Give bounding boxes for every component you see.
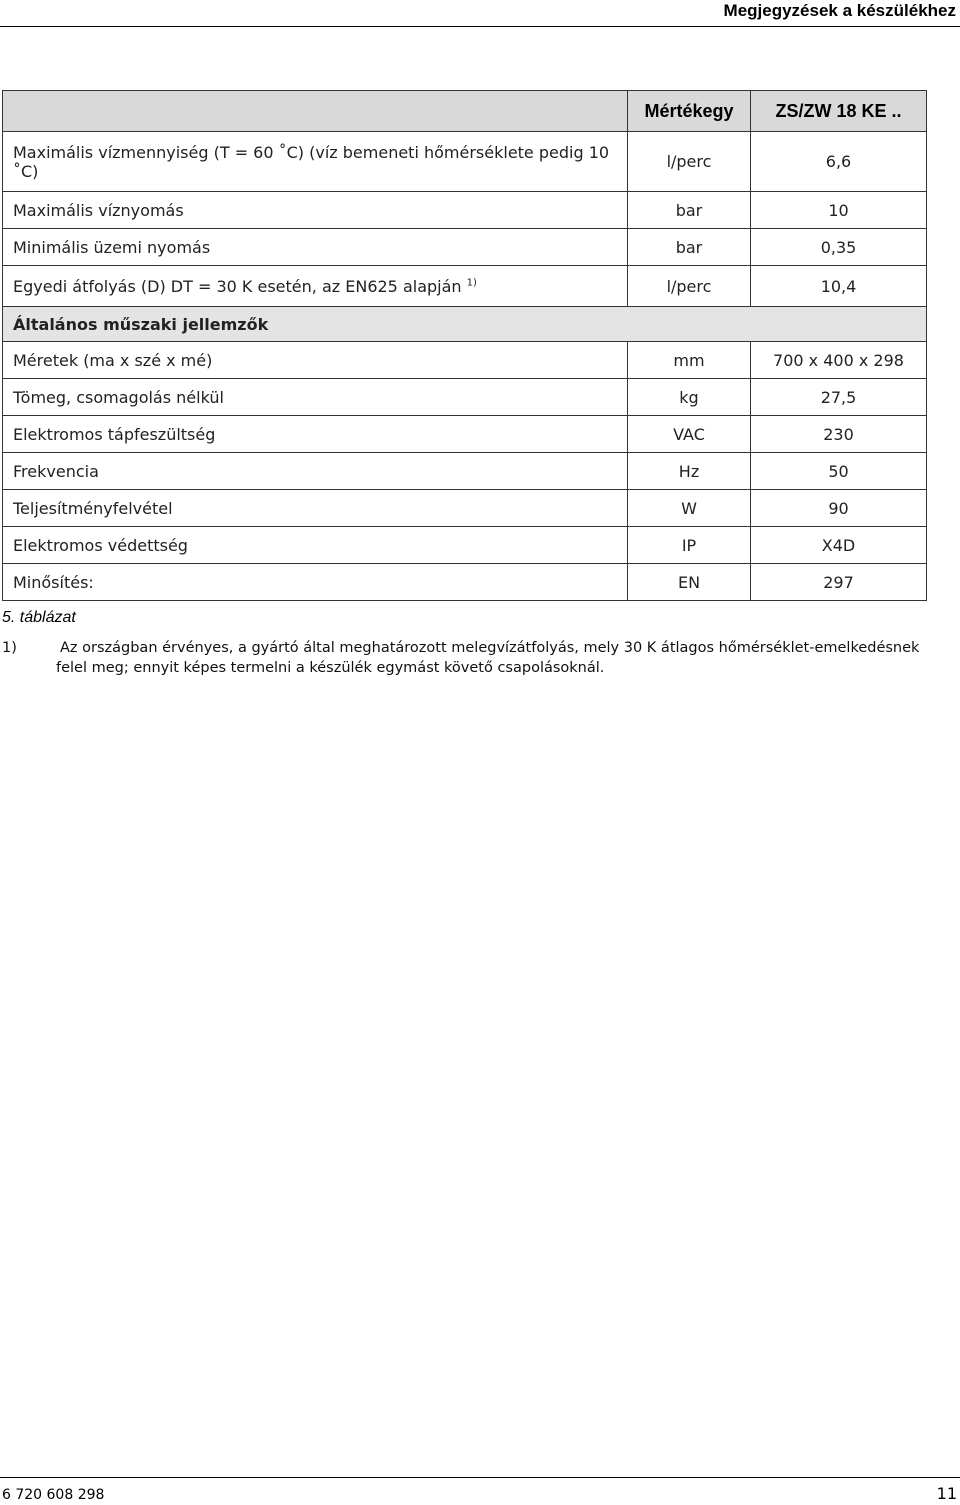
row-label: Egyedi átfolyás (D) DT = 30 K esetén, az EN625 alapján xyxy=(13,276,462,296)
table-caption: 5. táblázat xyxy=(2,609,76,626)
row-value: 50 xyxy=(751,453,927,490)
row-unit: Hz xyxy=(628,453,751,490)
header-blank-cell xyxy=(3,91,628,132)
row-value: 27,5 xyxy=(751,379,927,416)
footnote-line-2: felel meg; ennyit képes termelni a készülék egymást követő csapolásoknál. xyxy=(56,660,605,676)
row-value: 0,35 xyxy=(751,229,927,266)
row-unit: bar xyxy=(628,192,751,229)
row-unit: mm xyxy=(628,342,751,379)
row-value: 6,6 xyxy=(751,132,927,192)
row-label: Teljesítményfelvétel xyxy=(3,490,628,527)
row-value: 10 xyxy=(751,192,927,229)
row-label: Minimális üzemi nyomás xyxy=(3,229,628,266)
table-row xyxy=(3,490,927,527)
row-label: Frekvencia xyxy=(3,453,628,490)
footnote-text xyxy=(56,638,922,678)
row-unit: W xyxy=(628,490,751,527)
column-header-model: ZS/ZW 18 KE .. xyxy=(751,91,927,132)
row-unit: VAC xyxy=(628,416,751,453)
row-label: Méretek (ma x szé x mé) xyxy=(3,342,628,379)
page-header-title: Megjegyzések a készülékhez xyxy=(723,1,956,20)
page-number: 11 xyxy=(936,1484,957,1503)
row-unit: l/perc xyxy=(628,132,751,192)
row-value: 10,4 xyxy=(751,266,927,307)
row-value: 230 xyxy=(751,416,927,453)
row-label: Elektromos védettség xyxy=(3,527,628,564)
table-row xyxy=(3,342,927,379)
section-title: Általános műszaki jellemzők xyxy=(3,307,927,342)
row-unit: bar xyxy=(628,229,751,266)
footer-divider xyxy=(0,1477,960,1478)
table-row xyxy=(3,229,927,266)
row-label: Elektromos tápfeszültség xyxy=(3,416,628,453)
technical-data-table xyxy=(2,90,927,601)
table-row xyxy=(3,564,927,601)
table-header-row xyxy=(3,91,927,132)
row-unit: l/perc xyxy=(628,266,751,307)
row-label: Minősítés: xyxy=(3,564,628,601)
section-header-row xyxy=(3,307,927,342)
column-header-unit: Mértékegy xyxy=(628,91,751,132)
row-unit: EN xyxy=(628,564,751,601)
row-value: 700 x 400 x 298 xyxy=(751,342,927,379)
table-row xyxy=(3,192,927,229)
table-row xyxy=(3,132,927,192)
row-unit: IP xyxy=(628,527,751,564)
table-row xyxy=(3,379,927,416)
table-row xyxy=(3,416,927,453)
row-label: Tömeg, csomagolás nélkül xyxy=(3,379,628,416)
footnote-ref: 1) xyxy=(466,277,477,289)
header-divider xyxy=(0,26,960,27)
footnote-line-1: Az országban érvényes, a gyártó által meghatározott melegvízátfolyás, mely 30 K átlagos hőmérséklet-emelkedésnek xyxy=(60,640,920,656)
row-value: 90 xyxy=(751,490,927,527)
row-unit: kg xyxy=(628,379,751,416)
row-value: X4D xyxy=(751,527,927,564)
table-row xyxy=(3,266,927,307)
footnote xyxy=(2,638,922,678)
row-label: Maximális vízmennyiség (T = 60 ˚C) (víz bemeneti hőmérséklete pedig 10 ˚C) xyxy=(3,132,628,192)
row-label-cell xyxy=(3,266,628,307)
footnote-mark: 1) xyxy=(2,640,17,656)
table-row xyxy=(3,453,927,490)
document-number: 6 720 608 298 xyxy=(2,1487,105,1503)
row-value: 297 xyxy=(751,564,927,601)
row-label: Maximális víznyomás xyxy=(3,192,628,229)
table-row xyxy=(3,527,927,564)
